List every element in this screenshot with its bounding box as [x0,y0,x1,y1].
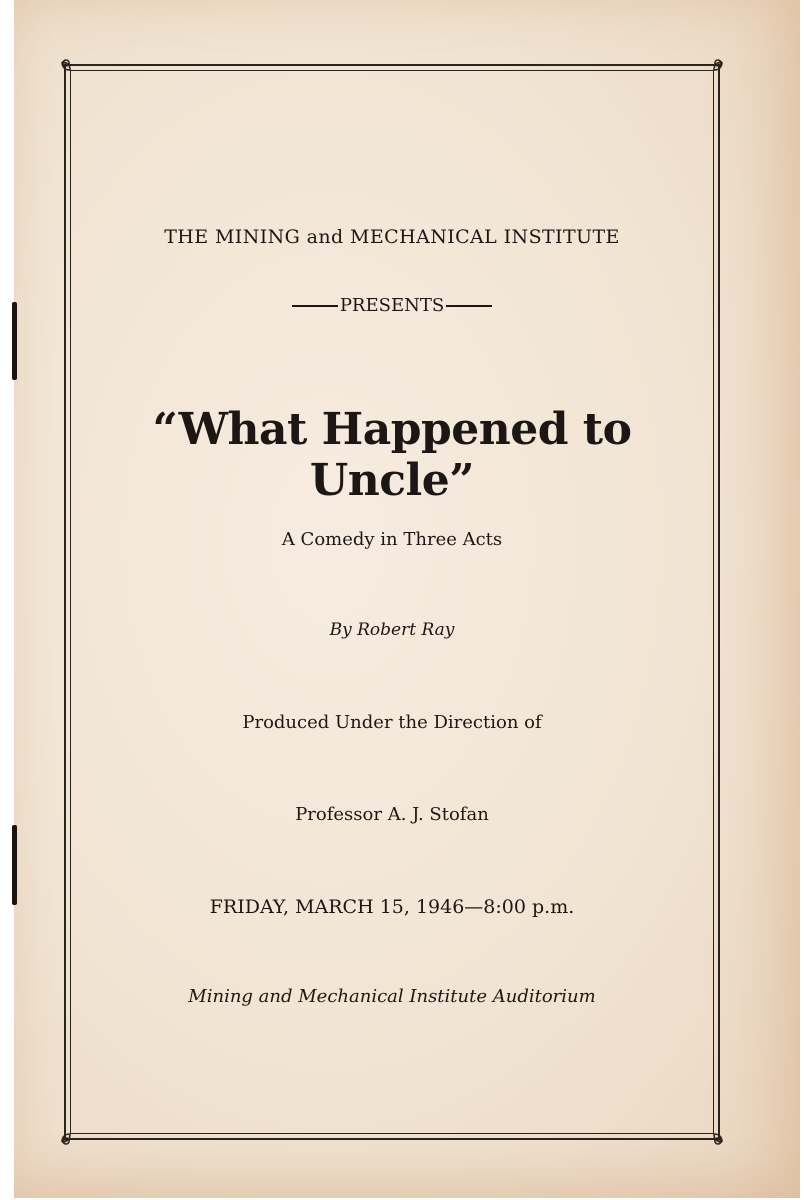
flourish-icon [58,58,86,86]
venue-name: Mining and Mechanical Institute Auditorium [188,986,596,1007]
flourish-icon [58,1118,86,1146]
institute-heading: THE MINING and MECHANICAL INSTITUTE [164,226,620,248]
play-subtitle: A Comedy in Three Acts [281,529,503,550]
produced-by-label: Produced Under the Direction of [242,712,542,733]
presents-line [64,295,720,316]
rule-left [292,305,338,307]
rule-right [446,305,492,307]
play-title: “What Happened to Uncle” [152,404,632,506]
director-name: Professor A. J. Stofan [295,804,489,825]
performance-date: FRIDAY, MARCH 15, 1946—8:00 p.m. [209,896,575,918]
binding-staple-top [12,302,17,380]
play-author: By Robert Ray [329,620,455,640]
flourish-icon [698,1118,726,1146]
binding-staple-bottom [12,825,17,905]
presents-label: PRESENTS [339,295,445,316]
flourish-icon [698,58,726,86]
